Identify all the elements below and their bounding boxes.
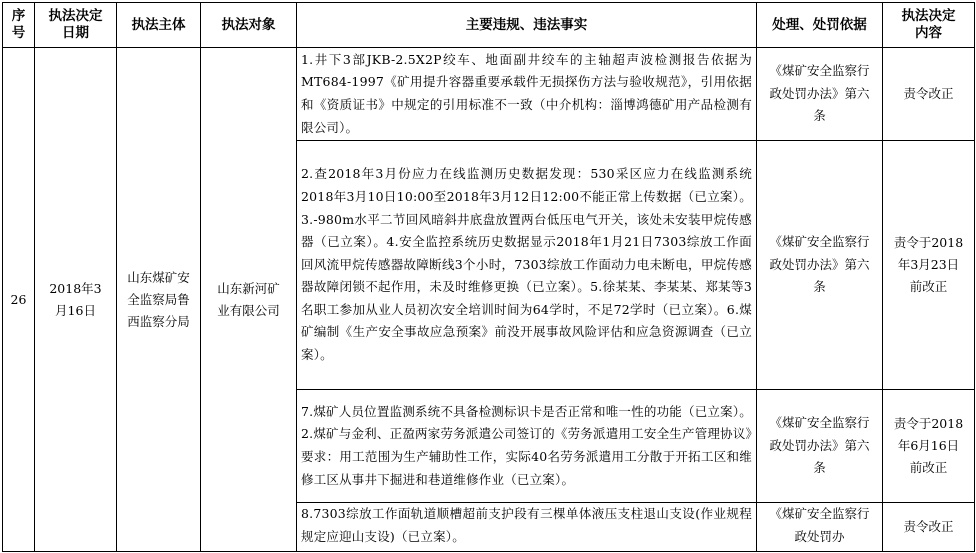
- enforcement-subject: 山东煤矿安全监察局鲁西监察分局: [117, 48, 201, 552]
- header-facts: 主要违规、违法事实: [297, 3, 757, 48]
- violation-facts: 2.查2018年3月份应力在线监测历史数据发现：530采区应力在线监测系统2018年3月10日10:00至2018年3月12日12:00不能正常上传数据（已立案）。3.-980m水平二节回风暗斜井底盘放置两台低压电气开关，该处未安装甲烷传感器（已立案）。4.安全监控系统历史数据显示2018年1月21日7303综放工作面回风流甲烷传感器故障断线3个小时，7303综放工作面动力电未断电，甲烷传感器故障闭锁不起作用，未及时维修更换（已立案）。5.徐某某、李某某、郑某等3名职工参加从业人员初次安全培训时间为64学时，不足72学时（已立案）。6.煤矿编制《生产安全事故应急预案》前没开展事故风险评估和应急资源调查（已立案）。: [297, 141, 757, 390]
- penalty-basis: 《煤矿安全监察行政处罚办法》第六条: [757, 141, 883, 390]
- header-content: 执法决定内容: [883, 3, 975, 48]
- violation-facts: 1.井下3部JKB-2.5X2P绞车、地面副井绞车的主轴超声波检测报告依据为MT684-1997《矿用提升容器重要承载件无损探伤方法与验收规范》，引用依据和《资质证书》中规定的引用标准不一致（中介机构：淄博鸿德矿用产品检测有限公司）。: [297, 48, 757, 141]
- decision-content: 责令改正: [883, 503, 975, 552]
- header-subject: 执法主体: [117, 3, 201, 48]
- header-basis: 处理、处罚依据: [757, 3, 883, 48]
- record-number: 26: [3, 48, 35, 552]
- violation-facts: 7.煤矿人员位置监测系统不具备检测标识卡是否正常和唯一性的功能（已立案）。2.煤矿与金利、正盈两家劳务派遣公司签订的《劳务派遣用工安全生产管理协议》要求：用工范围为生产辅助性工作，实际40名劳务派遣用工分散于开拓工区和维修工区从事井下掘进和巷道维修作业（已立案）。: [297, 390, 757, 503]
- penalty-basis: 《煤矿安全监察行政处罚办法》第六条: [757, 48, 883, 141]
- decision-content: 责令于2018年6月16日前改正: [883, 390, 975, 503]
- violation-facts: 8.7303综放工作面轨道顺槽超前支护段有三棵单体液压支柱退山支设(作业规程规定应迎山支设)（已立案）。: [297, 503, 757, 552]
- table-row: [3, 48, 975, 141]
- enforcement-table: [2, 2, 975, 552]
- header-object: 执法对象: [201, 3, 297, 48]
- penalty-basis: 《煤矿安全监察行政处罚办法》第六条: [757, 390, 883, 503]
- decision-content: 责令改正: [883, 48, 975, 141]
- penalty-basis: 《煤矿安全监察行政处罚办: [757, 503, 883, 552]
- enforcement-object: 山东新河矿业有限公司: [201, 48, 297, 552]
- decision-date: 2018年3月16日: [35, 48, 117, 552]
- decision-content: 责令于2018年3月23日前改正: [883, 141, 975, 390]
- header-no: 序号: [3, 3, 35, 48]
- header-date: 执法决定日期: [35, 3, 117, 48]
- header-row: [3, 3, 975, 48]
